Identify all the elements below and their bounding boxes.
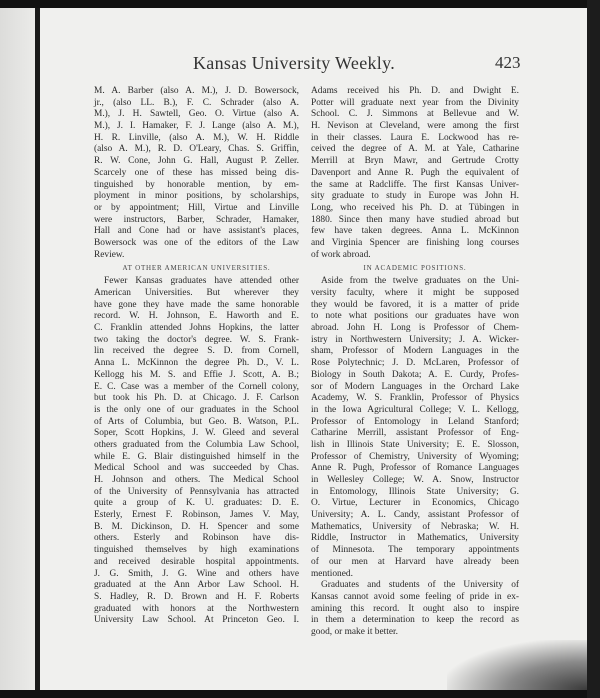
text-line: tinguished themselves by high examinations [94, 545, 299, 556]
text-line: H. Johnson and others. The Medical School [94, 475, 299, 485]
page-number: 423 [495, 53, 521, 72]
paragraph [311, 580, 519, 638]
text-line: Soper, Scott Hopkins, J. W. Gleed and several [94, 428, 299, 439]
text-line: or by appointment; Hill, Virtue and Linville [94, 202, 299, 213]
text-line: few have taken degrees. Anna L. McKinnon [311, 226, 519, 237]
text-line: sham, Professor of Modern Languages in the [311, 346, 519, 357]
text-line: Aside from the twelve graduates on the Uni- [321, 276, 519, 287]
text-line: two taking the doctor's degree. W. S. Frank- [94, 334, 299, 345]
text-line: in Entomology, Illinois State University; G. [311, 486, 519, 497]
text-line: Rose Polytechnic; J. D. McLaren, Professor of [311, 358, 519, 369]
text-line: in the Iowa Agricultural College; V. L. Kellogg, [311, 404, 519, 415]
text-line: Adams received his Ph. D. and Dwight E. [311, 86, 519, 96]
text-line: were instructors, Barber, Schrader, Hamaker, [94, 214, 299, 225]
text-line: Graduates and students of the University of [321, 580, 519, 591]
text-line: others. Esterly and Robinson have dis- [94, 533, 299, 544]
text-line: Riddle, Instructor in Mathematics, University [311, 533, 519, 544]
text-line: and Virginia Spencer are finishing long courses [311, 237, 519, 248]
text-line: while E. G. Blair distinguished himself in the [94, 451, 299, 462]
text-line: Long, who received his Ph. D. at Tübingen in [311, 202, 519, 213]
text-line: in Wellesley College; W. A. Snow, Instructor [311, 475, 519, 485]
text-line: American Universities. But wherever they [94, 288, 299, 298]
text-line: of work abroad. [311, 249, 371, 260]
text-line: ceived the degree of A. M. at Yale, Catharine [311, 144, 519, 155]
text-line: sity graduate to study in Europe was John H. [311, 191, 519, 202]
text-line: to note what positions our graduates have won [311, 311, 519, 322]
paragraph [311, 86, 519, 261]
text-line: graduated at the Ann Arbor Law School. H. [94, 580, 299, 591]
text-line: Fewer Kansas graduates have attended other [104, 276, 299, 287]
text-line: Academy, W. S. Franklin, Professor of Physics [311, 393, 519, 404]
text-line: Potter will graduate next year from the Divinity [311, 97, 519, 108]
text-line: Davenport and Anne R. Pugh the equivalent of [311, 167, 519, 178]
text-line: University Law School. At Princeton Geo. I. [94, 615, 299, 626]
page-corner-shadow [447, 640, 587, 690]
text-line: 1880. Since then many have studied abroad but [311, 214, 519, 225]
text-line: Biology in South Dakota; A. E. Curdy, Profes- [311, 369, 519, 380]
text-line: good, or make it better. [311, 626, 398, 637]
text-line: Anne R. Pugh, Professor of Romance Languages [311, 463, 519, 474]
text-line: Kansas cannot avoid some feeling of pride in ex- [311, 591, 519, 602]
text-line: amining this record. It ought also to inspire [311, 603, 519, 614]
text-line: others graduated from the Columbia Law School, [94, 439, 299, 450]
text-line: R. W. Cone, John G. Hall, August P. Zeller. [94, 156, 299, 167]
text-line: Anna L. McKinnon the degree Ph. D., V. L. [94, 358, 299, 369]
text-line: in them a determination to keep the record as [311, 615, 519, 626]
text-line: Bowersock was one of the editors of the Law [94, 237, 299, 248]
text-line: E. C. Case was a member of the Cornell colony, [94, 381, 299, 392]
text-line: Review. [94, 249, 125, 260]
text-line: C. Franklin attended Johns Hopkins, the latter [94, 323, 299, 334]
text-line: is the only one of our graduates in the School [94, 404, 299, 415]
text-line: abroad. John H. Long is Professor of Chem- [311, 323, 519, 334]
text-line: of our men at Harvard have already been [311, 556, 519, 567]
text-line: Hall and Cone had or have assistant's places, [94, 226, 299, 237]
text-line: sor of Modern Languages in the Orchard Lake [311, 381, 519, 392]
text-line: Medical School and was succeeded by Chas. [94, 463, 299, 474]
text-line: and received desirable hospital appointments. [94, 556, 299, 567]
adjacent-page-edge [0, 8, 35, 690]
text-line: lin received the degree S. D. from Cornell, [94, 346, 299, 357]
text-line: versity faculty, where it might be supposed [311, 288, 519, 298]
text-line: B. M. Dickinson, D. H. Spencer and some [94, 521, 299, 532]
text-line: graduated with honors at the Northwestern [94, 603, 299, 614]
text-line: J. G. Smith, J. G. Wine and others have [94, 568, 299, 579]
text-line: of Arts of Columbia, but Geo. B. Watson, P.L. [94, 416, 299, 427]
text-line: Merrill at Bryn Mawr, and Gertrude Crotty [311, 156, 519, 167]
section-heading: AT OTHER AMERICAN UNIVERSITIES. [122, 264, 271, 273]
text-line: Catharine Merrill, assistant Professor of Eng- [311, 428, 519, 439]
text-line: they would be favored, it is a matter of pride [311, 299, 519, 310]
paragraph [311, 276, 519, 580]
text-line: quite a group of K. U. graduates: D. E. [94, 498, 299, 509]
text-line: have gone they have made the same honorable [94, 299, 299, 310]
left-column [94, 86, 299, 627]
text-line: istry in Northwestern University; J. A. Wicker- [311, 334, 519, 345]
text-line: M. A. Barber (also A. M.), J. D. Bowersock, [94, 86, 299, 96]
text-line: M.), J. H. Sawtell, Geo. O. Virtue (also A. [94, 109, 299, 120]
text-line: tinguished by honorable mention, by em- [94, 179, 299, 190]
text-line: School. C. J. Simmons at Bellevue and W. [311, 109, 519, 120]
text-line: (also A. M.), R. D. O'Leary, Chas. S. Griffin, [94, 144, 299, 155]
text-line: ployment in minor positions, by scholarships, [94, 191, 299, 202]
text-line: S. Hadley, R. D. Brown and H. F. Roberts [94, 591, 299, 602]
text-line: of the University of Pennsylvania has attracted [94, 486, 299, 497]
paragraph [94, 86, 299, 261]
text-line: but took his Ph. D. at Chicago. J. F. Carlson [94, 393, 299, 404]
text-line: O. Virtue, Lecturer in Economics, Chicago [311, 498, 519, 509]
text-line: Scarcely one of these has missed being dis- [94, 167, 299, 178]
running-header-title: Kansas University Weekly. [193, 53, 396, 73]
scan-border [587, 0, 600, 698]
text-line: the same at Radcliffe. The first Kansas Univer- [311, 179, 519, 190]
text-line: Kellogg his M. S. and Effie J. Scott, A. B.; [94, 369, 299, 380]
text-line: Professor of Entomology in Leland Stanford; [311, 416, 519, 427]
text-line: record. W. H. Johnson, E. Haworth and E. [94, 311, 299, 322]
text-line: jr., (also LL. B.), F. C. Schrader (also A. [94, 97, 299, 108]
paragraph [94, 276, 299, 627]
text-line: mentioned. [311, 568, 353, 579]
text-line: in their classes. Laura E. Lockwood has re- [311, 132, 519, 143]
text-line: Mathematics, University of Nebraska; W. H. [311, 521, 519, 532]
text-line: of Minnesota. The temporary appointments [311, 545, 519, 556]
text-line: University; A. L. Candy, assistant Professor of [311, 510, 519, 521]
text-line: Professor of Chemistry, University of Wyoming; [311, 451, 519, 462]
text-line: H. R. Linville, (also A. M.), W. H. Riddle [94, 132, 299, 143]
text-line: lish in Illinois State University; E. E. Slosson, [311, 439, 519, 450]
right-column [311, 86, 519, 639]
text-line: H. Nevison at Cleveland, were among the first [311, 121, 519, 132]
text-line: M.), J. I. Hamaker, F. J. Lange (also A. M.), [94, 121, 299, 132]
section-heading: IN ACADEMIC POSITIONS. [363, 264, 467, 273]
text-line: Esterly, Ernest F. Robinson, James V. May, [94, 510, 299, 521]
